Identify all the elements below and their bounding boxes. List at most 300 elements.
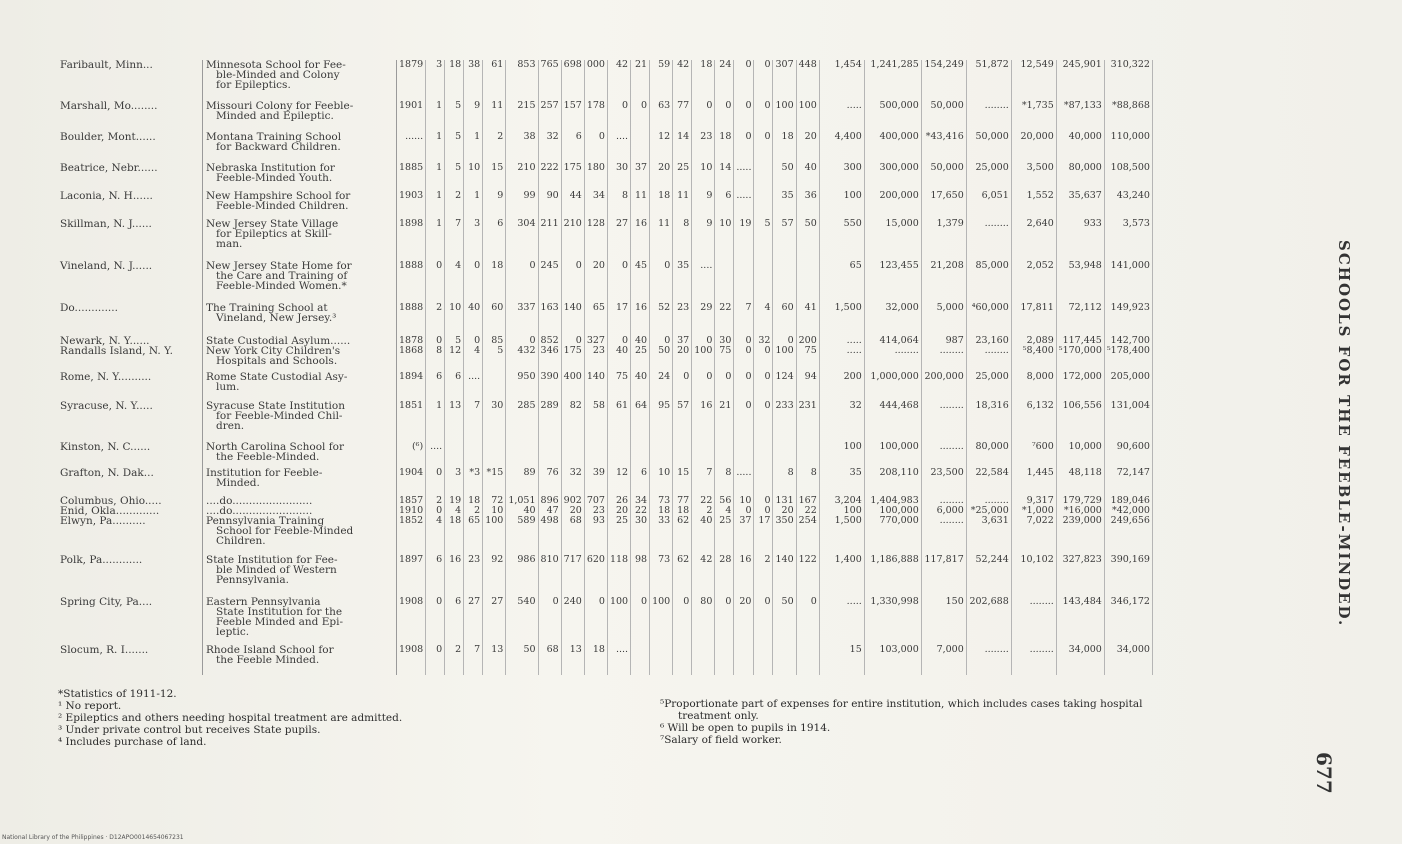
- value-cell: 0: [650, 261, 673, 303]
- value-cell: 24: [650, 372, 673, 401]
- value-cell: 8: [673, 219, 692, 261]
- value-cell: 0: [631, 101, 650, 132]
- value-cell: [715, 261, 734, 303]
- footnote: ⁶ Will be open to pupils in 1914.: [660, 722, 831, 734]
- value-cell: 18: [773, 132, 796, 163]
- location-cell: Skillman, N. J......: [60, 218, 152, 230]
- value-cell: 32: [819, 401, 864, 442]
- value-cell: 0: [754, 372, 773, 401]
- value-cell: 6: [483, 219, 506, 261]
- value-cell: 23: [584, 346, 607, 372]
- value-cell: 38: [506, 132, 538, 163]
- value-cell: .....: [819, 346, 864, 372]
- value-cell: 20,000: [1011, 132, 1056, 163]
- value-cell: 40: [506, 506, 538, 516]
- table-row: [58, 346, 1152, 372]
- location-cell: Do.............: [60, 302, 118, 314]
- value-cell: 23: [584, 506, 607, 516]
- value-cell: 0: [464, 261, 483, 303]
- value-cell: ........: [966, 101, 1011, 132]
- value-cell: 1,241,285: [864, 60, 921, 101]
- institution-line: Nebraska Institution for: [206, 162, 335, 174]
- value-cell: 18: [715, 132, 734, 163]
- value-cell: 231: [796, 401, 819, 442]
- value-cell: 18: [584, 645, 607, 675]
- value-cell: 32,000: [864, 303, 921, 336]
- value-cell: 0: [673, 597, 692, 645]
- value-cell: 285: [506, 401, 538, 442]
- institution-line: Vineland, New Jersey.³: [216, 312, 337, 324]
- value-cell: 77: [673, 496, 692, 506]
- value-cell: 1: [426, 401, 445, 442]
- value-cell: 100: [819, 442, 864, 468]
- value-cell: 1,379: [921, 219, 966, 261]
- value-cell: 82: [561, 401, 584, 442]
- value-cell: 80,000: [966, 442, 1011, 468]
- value-cell: 44: [561, 191, 584, 219]
- value-cell: 0: [754, 101, 773, 132]
- value-cell: [692, 442, 715, 468]
- value-cell: 7,022: [1011, 516, 1056, 555]
- value-cell: 12: [650, 132, 673, 163]
- value-cell: 240: [561, 597, 584, 645]
- value-cell: 16: [445, 555, 464, 597]
- value-cell: 50: [773, 163, 796, 191]
- institution-cell: [203, 191, 397, 219]
- value-cell: 10,102: [1011, 555, 1056, 597]
- value-cell: 200,000: [921, 372, 966, 401]
- institution-cell: [203, 163, 397, 191]
- institution-cell: [203, 645, 397, 675]
- scan-credit: National Library of the Philippines · D12APO0014654067231: [2, 834, 184, 841]
- value-cell: 90: [538, 191, 561, 219]
- value-cell: 65: [584, 303, 607, 336]
- value-cell: 72,112: [1056, 303, 1104, 336]
- value-cell: 337: [506, 303, 538, 336]
- institution-line: Hospitals and Schools.: [216, 355, 338, 367]
- table-row: [58, 163, 1152, 191]
- value-cell: 8: [773, 468, 796, 496]
- value-cell: 100: [607, 597, 630, 645]
- value-cell: 100: [796, 101, 819, 132]
- value-cell: ........: [921, 516, 966, 555]
- value-cell: 15,000: [864, 219, 921, 261]
- value-cell: 22,584: [966, 468, 1011, 496]
- value-cell: 0: [426, 468, 445, 496]
- value-cell: 0: [715, 597, 734, 645]
- value-cell: 75: [607, 372, 630, 401]
- value-cell: 1901: [397, 101, 426, 132]
- value-cell: 35: [819, 468, 864, 496]
- value-cell: 770,000: [864, 516, 921, 555]
- value-cell: ........: [966, 645, 1011, 675]
- value-cell: 1,186,888: [864, 555, 921, 597]
- value-cell: [773, 442, 796, 468]
- value-cell: 189,046: [1104, 496, 1152, 506]
- value-cell: [631, 132, 650, 163]
- value-cell: 300: [819, 163, 864, 191]
- value-cell: 40: [692, 516, 715, 555]
- value-cell: 75: [715, 346, 734, 372]
- value-cell: 40: [631, 372, 650, 401]
- institution-line: New Jersey State Village: [206, 218, 339, 230]
- value-cell: 0: [773, 336, 796, 346]
- value-cell: 5: [483, 346, 506, 372]
- value-cell: 149,923: [1104, 303, 1152, 336]
- value-cell: 5: [445, 101, 464, 132]
- value-cell: 42: [607, 60, 630, 101]
- value-cell: 1908: [397, 597, 426, 645]
- value-cell: 215: [506, 101, 538, 132]
- footnote: ³ Under private control but receives State pupils.: [58, 724, 321, 736]
- value-cell: *1,000: [1011, 506, 1056, 516]
- value-cell: 28: [715, 555, 734, 597]
- value-cell: 40,000: [1056, 132, 1104, 163]
- value-cell: ....: [426, 442, 445, 468]
- value-cell: 1: [426, 219, 445, 261]
- value-cell: 100: [819, 191, 864, 219]
- value-cell: 68: [561, 516, 584, 555]
- value-cell: 0: [584, 132, 607, 163]
- value-cell: 5,000: [921, 303, 966, 336]
- value-cell: [734, 645, 754, 675]
- value-cell: 289: [538, 401, 561, 442]
- value-cell: 0: [506, 336, 538, 346]
- value-cell: 21: [715, 401, 734, 442]
- value-cell: [773, 261, 796, 303]
- value-cell: 117,817: [921, 555, 966, 597]
- value-cell: 8,000: [1011, 372, 1056, 401]
- value-cell: 27: [607, 219, 630, 261]
- value-cell: 37: [734, 516, 754, 555]
- value-cell: 327: [584, 336, 607, 346]
- institution-cell: [203, 468, 397, 496]
- value-cell: 19: [445, 496, 464, 506]
- institution-line: Minnesota School for Fee-: [206, 59, 346, 71]
- value-cell: 16: [692, 401, 715, 442]
- institution-line: man.: [216, 238, 243, 250]
- value-cell: 61: [483, 60, 506, 101]
- value-cell: 22: [796, 506, 819, 516]
- value-cell: 8: [607, 191, 630, 219]
- value-cell: 245: [538, 261, 561, 303]
- value-cell: 350: [773, 516, 796, 555]
- page-number: 677: [1312, 752, 1336, 794]
- location-cell: Slocum, R. I.......: [60, 644, 149, 656]
- value-cell: 100: [650, 597, 673, 645]
- value-cell: 1868: [397, 346, 426, 372]
- value-cell: 400,000: [864, 132, 921, 163]
- value-cell: [631, 645, 650, 675]
- value-cell: [607, 442, 630, 468]
- value-cell: 346,172: [1104, 597, 1152, 645]
- value-cell: 20: [584, 261, 607, 303]
- institution-line: Children.: [216, 535, 266, 547]
- value-cell: ........: [921, 346, 966, 372]
- value-cell: 0: [584, 597, 607, 645]
- institution-cell: [203, 442, 397, 468]
- value-cell: 0: [754, 506, 773, 516]
- value-cell: 1,454: [819, 60, 864, 101]
- institution-line: for Feeble-Minded Chil-: [216, 410, 343, 422]
- value-cell: 0: [561, 261, 584, 303]
- value-cell: 143,484: [1056, 597, 1104, 645]
- value-cell: 15: [819, 645, 864, 675]
- value-cell: 1897: [397, 555, 426, 597]
- value-cell: 0: [673, 372, 692, 401]
- value-cell: 1,445: [1011, 468, 1056, 496]
- value-cell: ........: [921, 442, 966, 468]
- institution-line: Montana Training School: [206, 131, 342, 143]
- value-cell: 10: [692, 163, 715, 191]
- value-cell: 110,000: [1104, 132, 1152, 163]
- value-cell: .....: [819, 597, 864, 645]
- value-cell: 498: [538, 516, 561, 555]
- location-cell: Marshall, Mo........: [60, 100, 158, 112]
- value-cell: [754, 163, 773, 191]
- value-cell: 0: [426, 336, 445, 346]
- value-cell: 30: [715, 336, 734, 346]
- value-cell: 100: [483, 516, 506, 555]
- value-cell: 23,160: [966, 336, 1011, 346]
- value-cell: 11: [650, 219, 673, 261]
- value-cell: 6,051: [966, 191, 1011, 219]
- value-cell: 25,000: [966, 163, 1011, 191]
- value-cell: 85,000: [966, 261, 1011, 303]
- institution-cell: [203, 346, 397, 372]
- institution-cell: [203, 303, 397, 336]
- value-cell: 50,000: [966, 132, 1011, 163]
- value-cell: 80: [692, 597, 715, 645]
- value-cell: 40: [796, 163, 819, 191]
- value-cell: 175: [561, 163, 584, 191]
- value-cell: ........: [966, 496, 1011, 506]
- value-cell: 93: [584, 516, 607, 555]
- location-cell: Enid, Okla.............: [60, 505, 160, 517]
- value-cell: 42: [692, 555, 715, 597]
- value-cell: 1888: [397, 261, 426, 303]
- value-cell: 1878: [397, 336, 426, 346]
- value-cell: [506, 442, 538, 468]
- value-cell: ....: [464, 372, 483, 401]
- value-cell: 414,064: [864, 336, 921, 346]
- value-cell: 23,500: [921, 468, 966, 496]
- value-cell: 1,051: [506, 496, 538, 506]
- value-cell: 11: [673, 191, 692, 219]
- location-cell: Beatrice, Nebr......: [60, 162, 158, 174]
- value-cell: 950: [506, 372, 538, 401]
- value-cell: [754, 468, 773, 496]
- value-cell: [445, 442, 464, 468]
- value-cell: 310,322: [1104, 60, 1152, 101]
- value-cell: 5: [445, 336, 464, 346]
- value-cell: 6: [445, 372, 464, 401]
- value-cell: 108,500: [1104, 163, 1152, 191]
- value-cell: 124: [773, 372, 796, 401]
- value-cell: 8: [426, 346, 445, 372]
- value-cell: 154,249: [921, 60, 966, 101]
- running-title: SCHOOLS FOR THE FEEBLE-MINDED.: [1335, 240, 1353, 628]
- institution-line: ....do........................: [206, 495, 313, 507]
- value-cell: 0: [692, 101, 715, 132]
- institution-line: State Custodial Asylum......: [206, 335, 351, 347]
- value-cell: 141,000: [1104, 261, 1152, 303]
- institution-line: Feeble-Minded Children.: [216, 200, 349, 212]
- value-cell: [584, 442, 607, 468]
- institution-line: New Jersey State Home for: [206, 260, 352, 272]
- value-cell: 7: [445, 219, 464, 261]
- institution-line: New York City Children's: [206, 345, 341, 357]
- location-cell: Boulder, Mont......: [60, 131, 156, 143]
- value-cell: [483, 372, 506, 401]
- value-cell: 41: [796, 303, 819, 336]
- value-cell: 7: [464, 401, 483, 442]
- value-cell: 4: [445, 506, 464, 516]
- value-cell: 0: [754, 60, 773, 101]
- value-cell: 9: [464, 101, 483, 132]
- institution-line: Feeble-Minded Youth.: [216, 172, 333, 184]
- value-cell: 0: [734, 132, 754, 163]
- value-cell: 18: [483, 261, 506, 303]
- location-cell: Randalls Island, N. Y.: [60, 345, 174, 357]
- value-cell: 9: [692, 191, 715, 219]
- value-cell: [692, 645, 715, 675]
- value-cell: 92: [483, 555, 506, 597]
- institution-line: Syracuse State Institution: [206, 400, 345, 412]
- value-cell: [561, 442, 584, 468]
- value-cell: 20: [673, 346, 692, 372]
- value-cell: 179,729: [1056, 496, 1104, 506]
- value-cell: 1: [426, 132, 445, 163]
- value-cell: 18: [445, 60, 464, 101]
- value-cell: 3,500: [1011, 163, 1056, 191]
- value-cell: ⁷600: [1011, 442, 1056, 468]
- location-cell: Newark, N. Y......: [60, 335, 150, 347]
- value-cell: 35,637: [1056, 191, 1104, 219]
- value-cell: 20: [607, 506, 630, 516]
- value-cell: 13: [445, 401, 464, 442]
- value-cell: 933: [1056, 219, 1104, 261]
- value-cell: 30: [483, 401, 506, 442]
- value-cell: 39: [584, 468, 607, 496]
- value-cell: 65: [819, 261, 864, 303]
- value-cell: 12,549: [1011, 60, 1056, 101]
- value-cell: 0: [426, 506, 445, 516]
- value-cell: 73: [650, 496, 673, 506]
- value-cell: 200: [796, 336, 819, 346]
- value-cell: 0: [464, 336, 483, 346]
- footnote: *Statistics of 1911-12.: [58, 688, 177, 700]
- value-cell: 140: [773, 555, 796, 597]
- institution-line: the Feeble Minded.: [216, 654, 320, 666]
- value-cell: 300,000: [864, 163, 921, 191]
- value-cell: 211: [538, 219, 561, 261]
- institution-line: lum.: [216, 381, 240, 393]
- value-cell: 15: [673, 468, 692, 496]
- value-cell: 1910: [397, 506, 426, 516]
- table-row: [58, 468, 1152, 496]
- value-cell: 32: [561, 468, 584, 496]
- institution-line: New Hampshire School for: [206, 190, 351, 202]
- value-cell: 1: [464, 191, 483, 219]
- value-cell: *3: [464, 468, 483, 496]
- value-cell: 22: [715, 303, 734, 336]
- value-cell: 4,400: [819, 132, 864, 163]
- value-cell: 13: [561, 645, 584, 675]
- footnote: ² Epileptics and others needing hospital treatment are admitted.: [58, 712, 403, 724]
- value-cell: 1851: [397, 401, 426, 442]
- value-cell: 0: [631, 597, 650, 645]
- value-cell: 42: [673, 60, 692, 101]
- value-cell: 172,000: [1056, 372, 1104, 401]
- value-cell: 8: [796, 468, 819, 496]
- value-cell: 27: [464, 597, 483, 645]
- value-cell: 25: [607, 516, 630, 555]
- value-cell: 1: [426, 191, 445, 219]
- value-cell: 40: [607, 346, 630, 372]
- institution-line: Feeble-Minded Women.*: [216, 280, 347, 292]
- value-cell: 24: [715, 60, 734, 101]
- footnotes-left: [58, 688, 402, 748]
- value-cell: ....: [607, 132, 630, 163]
- value-cell: ⁵178,400: [1104, 346, 1152, 372]
- value-cell: 52: [650, 303, 673, 336]
- value-cell: 12: [607, 468, 630, 496]
- value-cell: [650, 645, 673, 675]
- value-cell: 0: [607, 336, 630, 346]
- value-cell: 589: [506, 516, 538, 555]
- value-cell: 202,688: [966, 597, 1011, 645]
- footnote: ⁵Proportionate part of expenses for entire institution, which includes cases taking hospital: [660, 698, 1143, 710]
- value-cell: 98: [631, 555, 650, 597]
- value-cell: [754, 191, 773, 219]
- value-cell: 390: [538, 372, 561, 401]
- value-cell: 62: [673, 516, 692, 555]
- value-cell: 0: [734, 101, 754, 132]
- value-cell: 18: [650, 506, 673, 516]
- value-cell: 18: [464, 496, 483, 506]
- value-cell: 1,500: [819, 516, 864, 555]
- institution-cell: [203, 516, 397, 555]
- value-cell: 19: [734, 219, 754, 261]
- value-cell: [538, 442, 561, 468]
- value-cell: 73: [650, 555, 673, 597]
- institution-line: ble Minded of Western: [216, 564, 337, 576]
- value-cell: 210: [561, 219, 584, 261]
- value-cell: 90,600: [1104, 442, 1152, 468]
- value-cell: [754, 261, 773, 303]
- table-row: [58, 219, 1152, 261]
- value-cell: 1879: [397, 60, 426, 101]
- institution-cell: [203, 555, 397, 597]
- value-cell: ........: [1011, 597, 1056, 645]
- value-cell: 16: [631, 219, 650, 261]
- value-cell: .....: [819, 336, 864, 346]
- value-cell: 6,000: [921, 506, 966, 516]
- value-cell: 0: [796, 597, 819, 645]
- value-cell: 2: [754, 555, 773, 597]
- value-cell: 810: [538, 555, 561, 597]
- value-cell: 51,872: [966, 60, 1011, 101]
- table-row: [58, 60, 1152, 101]
- institution-cell: [203, 372, 397, 401]
- value-cell: 20: [796, 132, 819, 163]
- value-cell: 0: [426, 645, 445, 675]
- value-cell: [673, 645, 692, 675]
- value-cell: 902: [561, 496, 584, 506]
- institution-line: Institution for Feeble-: [206, 467, 323, 479]
- value-cell: *1,735: [1011, 101, 1056, 132]
